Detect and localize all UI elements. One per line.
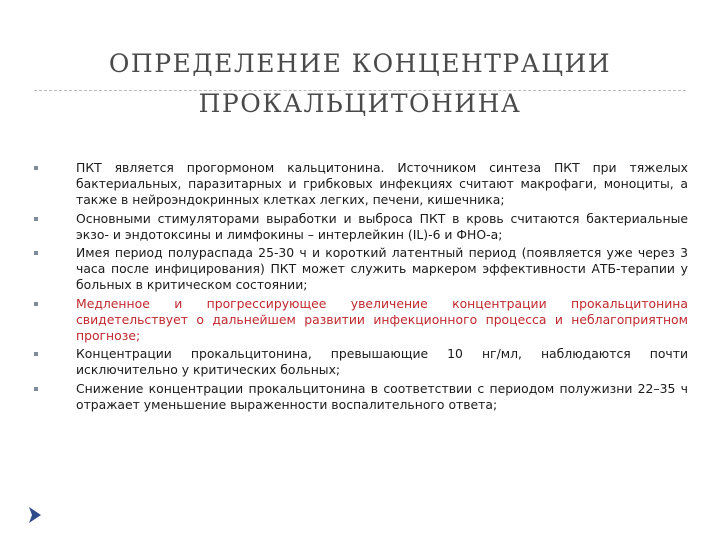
title-divider bbox=[34, 90, 686, 91]
bullet-square-icon bbox=[34, 352, 38, 356]
bullet-square-icon bbox=[34, 166, 38, 170]
slide-title-line-2: ПРОКАЛЬЦИТОНИНА bbox=[198, 89, 522, 118]
bullet-item bbox=[28, 211, 688, 243]
bullet-square-icon bbox=[34, 387, 38, 391]
bullet-text: ПКТ является прогормоном кальцитонина. Источником синтеза ПКТ при тяжелых бактериальных, паразитарных и грибковых инфекциях считают макрофаги, моноциты, а также в нейроэндокринных клетках легких, печени, кишечника; bbox=[76, 160, 688, 208]
bullet-item bbox=[28, 245, 688, 294]
triangle-arrow-right-icon[interactable] bbox=[28, 506, 42, 524]
slide-title bbox=[0, 44, 720, 124]
bullet-item bbox=[28, 160, 688, 209]
bullet-text: Концентрации прокальцитонина, превышающие 10 нг/мл, наблюдаются почти исключительно у критических больных; bbox=[76, 346, 688, 378]
bullet-square-icon bbox=[34, 217, 38, 221]
bullet-square-icon bbox=[34, 251, 38, 255]
bullet-text: Снижение концентрации прокальцитонина в соответствии с периодом полужизни 22–35 ч отражает уменьшение выраженности воспалительного ответа; bbox=[76, 380, 688, 412]
bullet-text: Основными стимуляторами выработки и выброса ПКТ в кровь считаются бактериальные экзо- и эндотоксины и лимфокины – интерлейкин (IL)-6 и ФНО-а; bbox=[76, 210, 688, 242]
bullet-square-icon bbox=[34, 302, 38, 306]
bullet-item bbox=[28, 346, 688, 378]
bullet-text: Имея период полураспада 25-30 ч и короткий латентный период (появляется уже через 3 часа после инфицирования) ПКТ может служить маркером эффективности АТБ-терапии у больных в критическом состоянии; bbox=[76, 245, 688, 293]
bullet-list bbox=[28, 160, 688, 415]
slide-title-line-1: ОПРЕДЕЛЕНИЕ КОНЦЕНТРАЦИИ bbox=[108, 49, 612, 78]
bullet-item-highlighted bbox=[28, 296, 688, 345]
bullet-text: Медленное и прогрессирующее увеличение концентрации прокальцитонина свидетельствует о дальнейшем развитии инфекционного процесса и неблагоприятном прогнозе; bbox=[76, 295, 688, 344]
bullet-item bbox=[28, 381, 688, 413]
